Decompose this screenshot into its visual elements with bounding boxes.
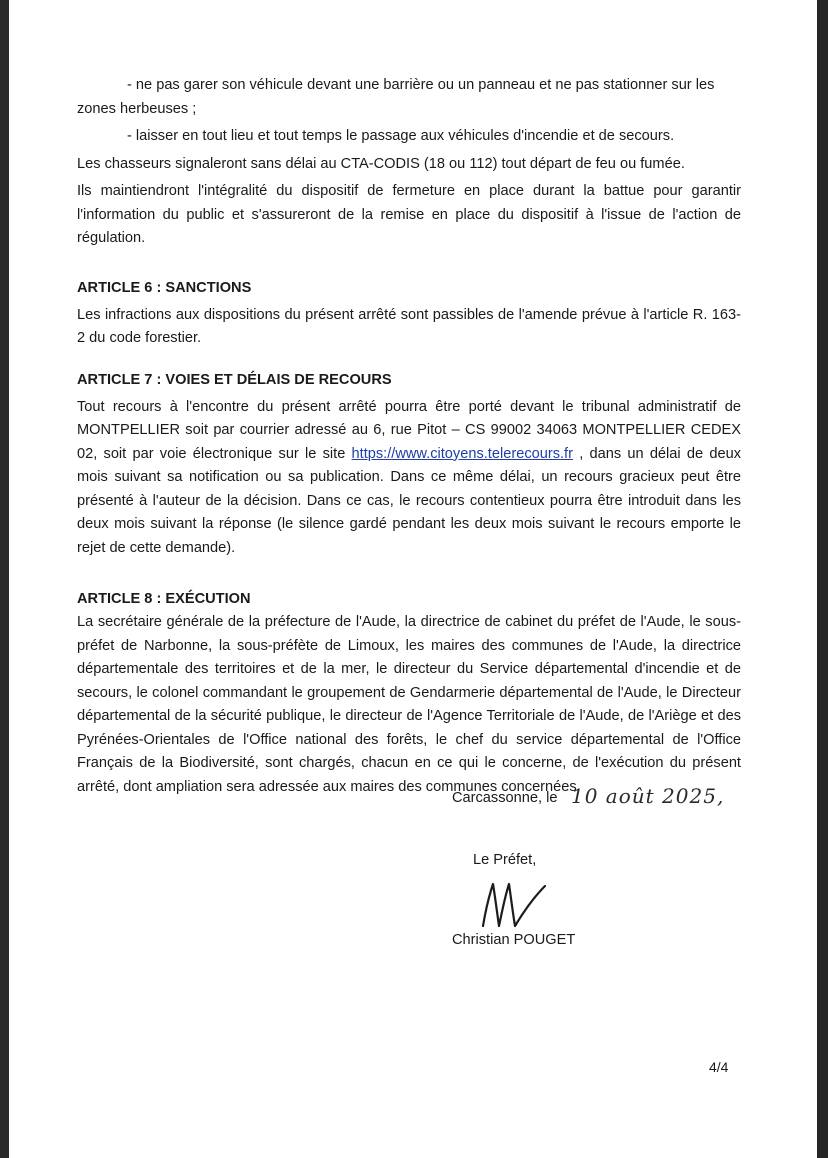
article-6-title: ARTICLE 6 : SANCTIONS xyxy=(77,279,252,296)
article-8-title: ARTICLE 8 : EXÉCUTION xyxy=(77,591,251,607)
article-7-title: ARTICLE 7 : VOIES ET DÉLAIS DE RECOURS xyxy=(77,371,392,388)
signatory-name: Christian POUGET xyxy=(452,932,576,948)
paragraph-cta-codis: Les chasseurs signaleront sans délai au CTA-CODIS (18 ou 112) tout départ de feu ou fumée. xyxy=(77,155,685,172)
handwritten-date: 10 août 2025, xyxy=(571,784,725,808)
page-number: 4/4 xyxy=(709,1059,729,1075)
article-8-text: La secrétaire générale de la préfecture de l'Aude, la directrice de cabinet du préfet de l'Aude, le sous-préfet de Narbonne, la sous-préfète de Limoux, les maires des communes de l'Aude, la directrice départementale des territoires et de la mer, le directeur du Service départemental d'incendie et de secours, le colonel commandant le groupement de Gendarmerie départemental de l'Aude, le Directeur départemental de la sécurité publique, le directeur de l'Agence Territoriale de l'Aude, de l'Ariège et des Pyrénées-Orientales de l'Office national des forêts, le chef du service départemental de l'Office Français de la Biodiversité, sont chargés, chacun en ce qui le concerne, de l'exécution du présent arrêté, dont ampliation sera adressée aux maires des communes concernées. xyxy=(77,614,741,795)
scan-edge-right xyxy=(817,0,828,1158)
article-6-text: Les infractions aux dispositions du présent arrêté sont passibles de l'amende prévue à l'article R. 163-2 du code forestier. xyxy=(77,306,741,346)
signature-role: Le Préfet, xyxy=(473,852,537,868)
article-7-text-after: , dans un délai de deux mois suivant sa notification ou sa publication. Dans ce même délai, un recours gracieux peut être présenté à l'auteur de la décision. Dans ce cas, le recours contentieux pourra être introduit dans les deux mois suivant la réponse (le silence gardé pendant les deux mois suivant le recours emporte le rejet de cette demande). xyxy=(77,445,741,556)
document-page xyxy=(9,0,817,1158)
paragraph-dispositif: Ils maintiendront l'intégralité du dispositif de fermeture en place durant la battue pour garantir l'information du public et s'assureront de la remise en place du dispositif à l'issue de l'action de régulation. xyxy=(77,183,741,246)
telerecours-link[interactable]: https://www.citoyens.telerecours.fr xyxy=(351,445,573,462)
document-body xyxy=(77,74,741,799)
bullet-parking: - ne pas garer son véhicule devant une barrière ou un panneau et ne pas stationner sur les zones herbeuses ; xyxy=(77,77,715,117)
handwritten-signature-icon xyxy=(475,876,565,930)
article-7-text xyxy=(77,396,741,561)
scan-edge-left xyxy=(0,0,9,1158)
signature-place: Carcassonne, le xyxy=(452,790,558,806)
article-7-text-before: Tout recours à l'encontre du présent arrêté pourra être porté devant le tribunal administratif de MONTPELLIER soit par courrier adressé au 6, rue Pitot – CS 99002 34063 MONTPELLIER CEDEX 02, soit par voie électronique sur le site xyxy=(77,398,741,462)
bullet-passage: - laisser en tout lieu et tout temps le passage aux véhicules d'incendie et de secours. xyxy=(127,128,675,144)
